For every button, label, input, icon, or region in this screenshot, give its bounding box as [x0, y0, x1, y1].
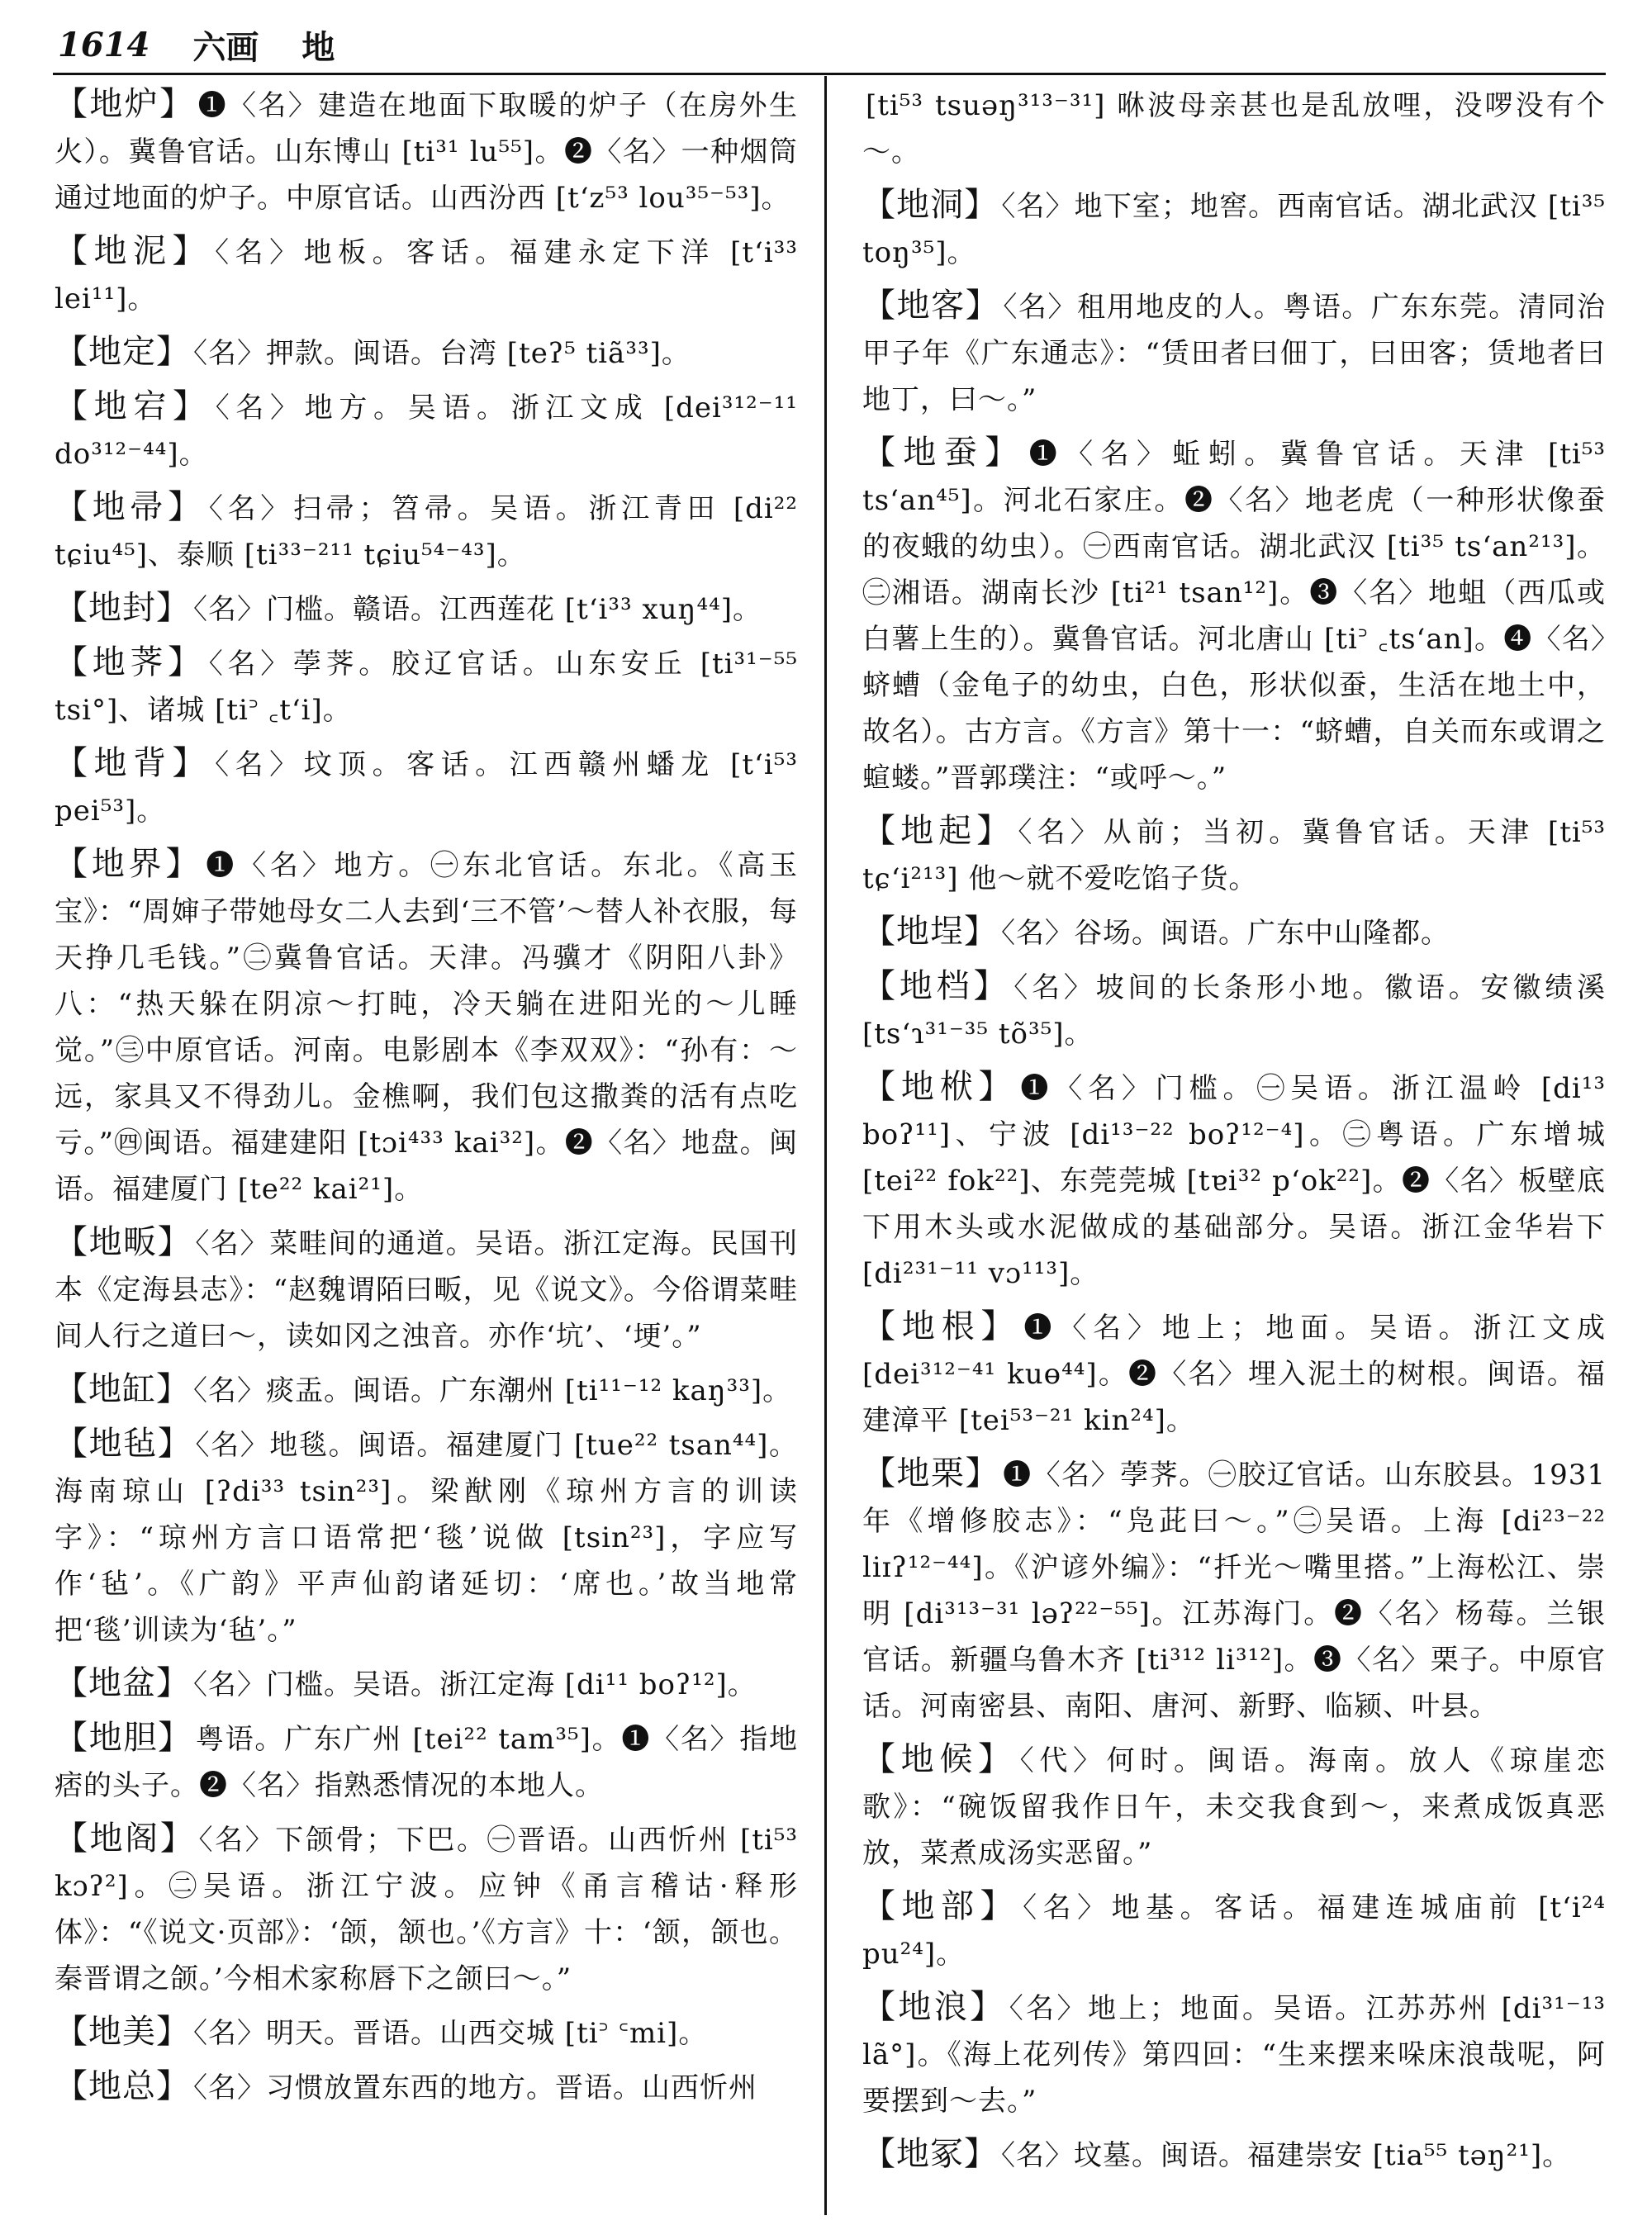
- definition: 〈名〉荸荠。胶辽官话。山东安丘 [ti³¹⁻⁵⁵ tsi°]、诸城 [ti꜄ ꜀tʻi]。: [55, 648, 799, 727]
- entry-difu: [862, 1064, 1606, 1297]
- section-label: 六画: [192, 27, 259, 67]
- entry-dicheng: [862, 909, 1606, 956]
- definition: 〈名〉地方。吴语。浙江文成 [dei³¹²⁻¹¹ do³¹²⁻⁴⁴]。: [55, 391, 798, 471]
- left-column: [55, 81, 798, 2118]
- headword: 【地界】: [55, 845, 203, 883]
- definition: 〈名〉从前；当初。冀鲁官话。天津 [ti⁵³ tɕʻi²¹³] 他～就不爱吃馅子货。: [862, 816, 1606, 895]
- entry-dili: [862, 1450, 1606, 1729]
- definition: 〈名〉扫帚；笤帚。吴语。浙江青田 [di²² tɕiu⁴⁵]、泰顺 [ti³³⁻²¹¹ tɕiu⁵⁴⁻⁴³]。: [55, 492, 798, 572]
- entry-dige: [55, 1815, 798, 2002]
- column-divider: [824, 76, 827, 2215]
- definition: 粤语。广东广州 [tei²² tam³⁵]。❶〈名〉指地痞的头子。❷〈名〉指熟悉情况的本地人。: [55, 1723, 799, 1802]
- definition: [ti⁵³ tsuəŋ³¹³⁻³¹] 咻波母亲甚也是乱放哩，没啰没有个～。: [862, 89, 1606, 168]
- entry-dizhou: [55, 484, 798, 578]
- entry-dizong: [55, 2063, 798, 2111]
- entry-didong: [862, 182, 1606, 276]
- headword: 【地帚】: [55, 488, 206, 526]
- entry-digang: [55, 1366, 798, 1414]
- right-column: [862, 81, 1606, 2185]
- headword: 【地根】: [862, 1307, 1021, 1345]
- headword: 【地埕】: [862, 913, 998, 951]
- definition: 〈名〉坟顶。客话。江西赣州蟠龙 [tʻi⁵³ pei⁵³]。: [55, 748, 798, 828]
- headword: 【地部】: [862, 1887, 1020, 1925]
- definition: 〈代〉何时。闽语。海南。放人《琼崖恋歌》：“碗饭留我作日午，未交我食到～，来煮成饭真恶放，菜煮成汤实恶留。”: [862, 1744, 1607, 1870]
- definition: 〈名〉地板。客话。福建永定下洋 [tʻi³³ lei¹¹]。: [55, 236, 798, 316]
- entry-dijie: [55, 841, 798, 1212]
- entry-dilu: [55, 81, 798, 221]
- definition: 〈名〉租用地皮的人。粤语。广东东莞。清同治甲子年《广东通志》：“赁田者曰佃丁，曰田客；赁地者曰地丁，曰～。”: [862, 291, 1607, 416]
- header-character: 地: [301, 27, 335, 67]
- headword: 【地封】: [55, 589, 190, 627]
- definition: 〈名〉菜畦间的通道。吴语。浙江定海。民国刊本《定海县志》：“赵魏谓陌曰畈，见《说文》。今俗谓菜畦间人行之道曰～，读如冈之浊音。亦作‘坑’、‘埂’。”: [55, 1227, 799, 1353]
- entry-dican: [862, 429, 1606, 801]
- headword: 【地荠】: [55, 643, 206, 681]
- headword: 【地蚕】: [862, 434, 1026, 472]
- definition: 〈名〉地下室；地窖。西南官话。湖北武汉 [ti³⁵ toŋ³⁵]。: [862, 190, 1606, 269]
- headword: 【地胆】: [55, 1719, 192, 1757]
- entry-diqi: [55, 639, 798, 733]
- header-rule: [53, 73, 1606, 75]
- headword: 【地盆】: [55, 1664, 190, 1702]
- definition: ❶〈名〉地方。㊀东北官话。东北。《高玉宝》：“周婶子带她母女二人去到‘三不管’～替人补衣服，每天挣几毛钱。”㊁冀鲁官话。天津。冯骥才《阴阳八卦》八：“热天躲在阴凉～打盹，冷天躺在进阳光的～儿睡觉。”㊂中原官话。河南。电影剧本《李双双》：“孙有：～远，家具又不得劲儿。金樵啊，我们包这撒粪的活有点吃亏。”㊃闽语。福建建阳 [tɔi⁴³³ kai³²]。❷〈名〉地盘。闽语。福建厦门 [te²² kai²¹]。: [55, 849, 799, 1206]
- headword: 【地毡】: [55, 1425, 192, 1463]
- headword: 【地浪】: [862, 1988, 1006, 2026]
- definition: 〈名〉痰盂。闽语。广东潮州 [ti¹¹⁻¹² kaŋ³³]。: [193, 1374, 792, 1407]
- definition: 〈名〉习惯放置东西的地方。晋语。山西忻州: [193, 2071, 757, 2104]
- headword: 【地宕】: [55, 387, 212, 425]
- definition: ❶〈名〉建造在地面下取暖的炉子（在房外生火）。冀鲁官话。山东博山 [ti³¹ lu⁵⁵]。❷〈名〉一种烟筒通过地面的炉子。中原官话。山西汾西 [tʻz⁵³ lou³⁵⁻⁵³]。: [55, 89, 799, 215]
- definition: ❶〈名〉地上；地面。吴语。浙江文成 [dei³¹²⁻⁴¹ kuɵ⁴⁴]。❷〈名〉埋入泥土的树根。闽语。福建漳平 [tei⁵³⁻²¹ kin²⁴]。: [862, 1312, 1607, 1437]
- headword: 【地总】: [55, 2067, 190, 2105]
- headword: 【地定】: [55, 333, 190, 371]
- entry-dizhong: [862, 2131, 1606, 2179]
- definition: 〈名〉谷场。闽语。广东中山隆都。: [1001, 917, 1450, 950]
- headword: 【地阁】: [55, 1820, 196, 1858]
- definition: 〈名〉押款。闽语。台湾 [teʔ⁵ tiã³³]。: [193, 337, 691, 370]
- entry-didan: [55, 1715, 798, 1809]
- definition: ❶〈名〉蚯蚓。冀鲁官话。天津 [ti⁵³ tsʻan⁴⁵]。河北石家庄。❷〈名〉地老虎（一种形状像蚕的夜蛾的幼虫）。㊀西南官话。湖北武汉 [ti³⁵ tsʻan²¹³]。㊁湘语。湖南长沙 [ti²¹ tsan¹²]。❸〈名〉地蛆（西瓜或白薯上生的）。冀鲁官话。河北唐山 [ti꜄ ꜀tsʻan]。❹〈名〉蛴螬（金龟子的幼虫，白色，形状似蚕，生活在地土中，故名）。古方言。《方言》第十一：“蛴螬，自关而东或谓之蝖蝼。”晋郭璞注：“或呼～。”: [862, 438, 1607, 795]
- headword: 【地洞】: [862, 186, 999, 224]
- definition: ❶〈名〉门槛。㊀吴语。浙江温岭 [di¹³ boʔ¹¹]、宁波 [di¹³⁻²² boʔ¹²⁻⁴]。㊁粤语。广东增城 [tei²² fok²²]、东莞莞城 [tɐi³² pʻok²²]。❷〈名〉板壁底下用木头或水泥做成的基础部分。吴语。浙江金华岩下 [di²³¹⁻¹¹ vɔ¹¹³]。: [862, 1072, 1606, 1290]
- headword: 【地档】: [862, 967, 1011, 1005]
- headword: 【地炉】: [55, 85, 195, 123]
- entry-didang: [55, 383, 798, 477]
- page-header: [58, 20, 1611, 69]
- headword: 【地栿】: [862, 1068, 1018, 1106]
- headword: 【地缸】: [55, 1370, 190, 1408]
- entry-digen: [862, 1303, 1606, 1444]
- definition: 〈名〉坡间的长条形小地。徽语。安徽绩溪 [tsʻɿ³¹⁻³⁵ tõ³⁵]。: [862, 971, 1607, 1051]
- definition: 〈名〉地毯。闽语。福建厦门 [tue²² tsan⁴⁴]。海南琼山 [ʔdi³³ tsin²³]。梁猷刚《琼州方言的训读字》：“琼州方言口语常把‘毯’说做 [tsin²³]，字应写作‘毡’。《广韵》平声仙韵诸延切：‘席也。’故当地常把‘毯’训读为‘毡’。”: [55, 1429, 799, 1647]
- definition: 〈名〉坟墓。闽语。福建崇安 [tia⁵⁵ təŋ²¹]。: [1001, 2139, 1572, 2172]
- entry-dihou: [862, 1736, 1606, 1877]
- definition: 〈名〉门槛。赣语。江西莲花 [tʻi³³ xuŋ⁴⁴]。: [193, 593, 762, 626]
- headword: 【地客】: [862, 287, 1000, 325]
- entry-dike: [862, 282, 1606, 423]
- entry-didang2: [862, 963, 1606, 1057]
- headword: 【地美】: [55, 2013, 190, 2051]
- definition: 〈名〉地基。客话。福建连城庙前 [tʻi²⁴ pu²⁴]。: [862, 1891, 1606, 1971]
- page-number: 1614: [58, 25, 150, 64]
- headword: 【地起】: [862, 812, 1015, 850]
- entry-dibei: [55, 740, 798, 834]
- headword: 【地畈】: [55, 1223, 192, 1261]
- headword: 【地泥】: [55, 232, 212, 270]
- headword: 【地背】: [55, 744, 212, 782]
- entry-dibu: [862, 1883, 1606, 1977]
- entry-dimei: [55, 2009, 798, 2057]
- definition: 〈名〉地上；地面。吴语。江苏苏州 [di³¹⁻¹³ lã°]。《海上花列传》第四回：“生来摆来哚床浪哉呢，阿要摆到～去。”: [862, 1992, 1606, 2118]
- headword: 【地冢】: [862, 2135, 998, 2173]
- entry-diding: [55, 329, 798, 377]
- entry-dizong-continued: [862, 81, 1606, 175]
- definition: ❶〈名〉荸荠。㊀胶辽官话。山东胶县。1931年《增修胶志》：“凫茈曰～。”㊁吴语。上海 [di²³⁻²² liɪʔ¹²⁻⁴⁴]。《沪谚外编》：“扦光～嘴里搭。”上海松江、崇明 [di³¹³⁻³¹ ləʔ²²⁻⁵⁵]。江苏海门。❷〈名〉杨莓。兰银官话。新疆乌鲁木齐 [ti³¹² li³¹²]。❸〈名〉栗子。中原官话。河南密县、南阳、唐河、新野、临颍、叶县。: [862, 1459, 1607, 1723]
- headword: 【地候】: [862, 1740, 1017, 1778]
- entry-dini: [55, 228, 798, 322]
- entry-difeng: [55, 585, 798, 633]
- definition: 〈名〉明天。晋语。山西交城 [ti꜄ ꜂mi]。: [193, 2017, 708, 2050]
- entry-dizhan: [55, 1421, 798, 1654]
- headword: 【地栗】: [862, 1454, 1000, 1492]
- entry-dipen: [55, 1660, 798, 1708]
- entry-dilang: [862, 1984, 1606, 2124]
- definition: 〈名〉下颌骨；下巴。㊀晋语。山西忻州 [ti⁵³ kɔʔ²]。㊁吴语。浙江宁波。应钟《甬言稽诂·释形体》：“《说文·页部》：‘颌，颔也。’《方言》十：‘颔，颌也。秦晋谓之颌。’今相术家称唇下之颌曰～。”: [55, 1824, 799, 1995]
- entry-diqi2: [862, 808, 1606, 902]
- entry-difan: [55, 1219, 798, 1359]
- definition: 〈名〉门槛。吴语。浙江定海 [di¹¹ boʔ¹²]。: [193, 1668, 757, 1701]
